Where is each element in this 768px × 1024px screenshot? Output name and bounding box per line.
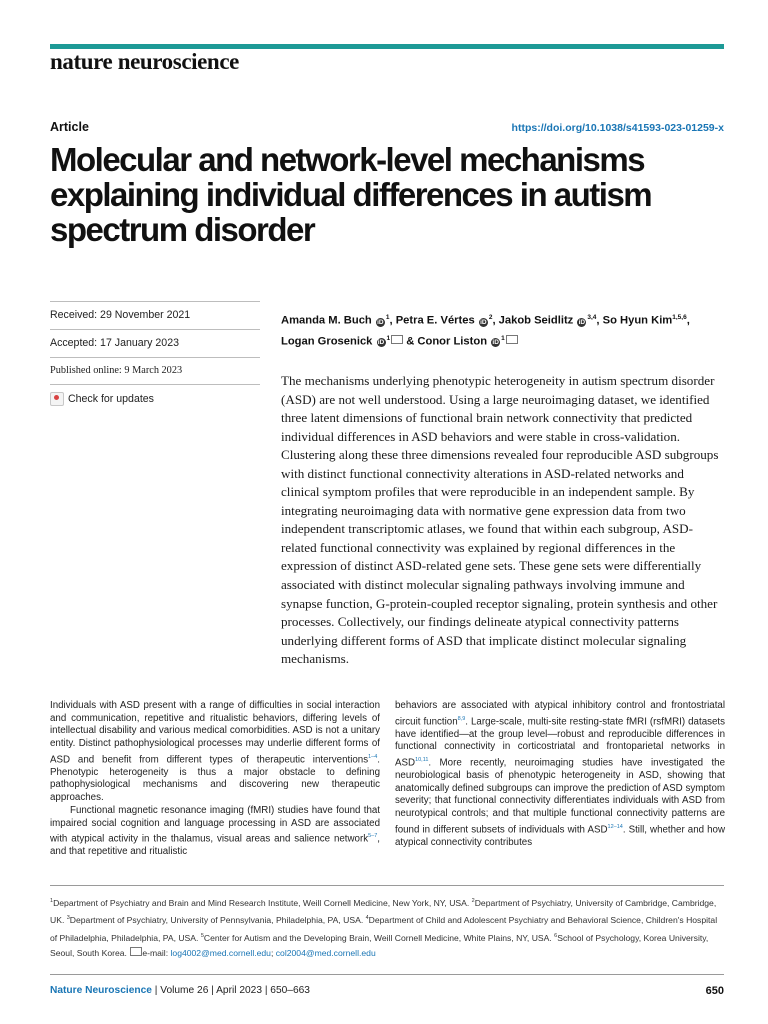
publication-dates [50,301,260,414]
article-title: Molecular and network-level mechanisms explaining individual differences in autism spectrum disorder [50,141,652,248]
mail-icon [130,947,142,956]
footer-journal-name[interactable]: Nature Neuroscience [50,985,152,996]
affiliation-text: School of Psychology, Korea University, Seoul, South Korea. [50,932,709,958]
author-name[interactable]: Petra E. Vértes [395,314,475,327]
affiliations-footnote [50,894,724,961]
author-affiliation: 1,5,6 [672,314,687,321]
citation-ref[interactable]: 12–14 [607,823,623,830]
author-affiliation: 3,4 [587,314,597,321]
author-name[interactable]: & Conor Liston [406,335,488,348]
author-name[interactable]: So Hyun Kim [602,314,673,327]
check-updates-label: Check for updates [68,393,154,405]
affiliation-text: Department of Child and Adolescent Psychiatry and Behavioral Science, Children's Hospital of Philadelphia, Philadelphia, PA, USA. [50,915,718,943]
footnote-divider [50,885,724,886]
footer-citation [50,985,310,996]
body-text: Functional magnetic resonance imaging (fMRI) studies have found that impaired social cognition and language processing in ASD are associated with atypical activity in the thalamus, visual areas and salience network [50,804,380,845]
body-text: Individuals with ASD present with a range of difficulties in social interaction and communication, repetitive and ritualistic behaviors, differing levels of intellectual disability and various medical comorbidities. ASD is not a unitary entity. Distinct pathophysiological processes may underlie different forms of ASD and benefit from different types of therapeutic interventions [50,700,380,766]
body-text: . Large-scale, multi-site resting-state fMRI (rsfMRI) datasets have identified—at the group level—robust and reproducible differences in functional connectivity in corticostriatal and frontoparietal networks in ASD [395,715,725,769]
author-name[interactable]: Jakob Seidlitz [498,314,574,327]
affiliation-number: 5 [200,932,204,939]
affiliation-text: Department of Psychiatry, University of Cambridge, Cambridge, UK. [50,897,717,926]
body-text: , and that repetitive and ritualistic [50,833,380,858]
orcid-icon[interactable]: iD [377,318,384,326]
journal-name: nature neuroscience [50,49,239,74]
affiliation-number: 4 [365,915,369,922]
citation-ref[interactable]: 10,11 [415,757,429,764]
author-name[interactable]: Logan Grosenick [281,335,373,348]
email-link[interactable]: log4002@med.cornell.edu [170,947,271,958]
affiliation-text: Department of Psychiatry, University of Pennsylvania, Philadelphia, PA, USA. [69,915,366,926]
page-number: 650 [705,985,724,997]
affiliation-text: Center for Autism and the Developing Brain, Weill Cornell Medicine, White Plains, NY, USA. [203,932,555,943]
doi-link[interactable]: https://doi.org/10.1038/s41593-023-01259-x [511,122,724,134]
received-date: Received: 29 November 2021 [50,301,260,329]
body-column-left [50,700,380,859]
orcid-icon[interactable]: iD [492,339,499,347]
body-paragraph [50,700,380,805]
citation-ref[interactable]: 1–4 [368,753,378,760]
citation-ref[interactable]: 5–7 [368,833,378,840]
published-date: Published online: 9 March 2023 [50,357,260,384]
orcid-icon[interactable]: iD [480,318,487,326]
check-updates-button[interactable] [50,384,260,414]
citation-ref[interactable]: 8,9 [457,715,466,722]
mail-icon[interactable] [391,335,403,344]
orcid-icon[interactable]: iD [578,318,586,326]
body-text: . Phenotypic heterogeneity is thus a major obstacle to defining pathophysiological mechanisms and discovering new therapeutic approaches. [50,754,380,804]
mail-icon[interactable] [506,335,518,344]
author-affiliation: 1 [501,334,505,342]
orcid-icon[interactable]: iD [377,339,385,347]
body-text: . More recently, neuroimaging studies have investigated the neurobiological basis of phenotypic heterogeneity in ASD, showing that anatomically defined subgroups can improve the prediction of ASD symptom severity; that functional connectivity differentiates individuals with ASD from neurotypical controls; and that multiple functional connectivity patterns are found in different subsets of individuals with ASD [395,757,725,836]
author-affiliation: 1 [385,314,390,321]
email-separator: ; [270,947,274,958]
abstract: The mechanisms underlying phenotypic heterogeneity in autism spectrum disorder (ASD) are not well understood. Using a large neuroimaging dataset, we identified three latent dimensions of functional brain network connectivity that predicted individual differences in ASD behaviors and were stable in cross-validation. Clustering along these three dimensions revealed four reproducible ASD subgroups with distinct functional connectivity alterations in ASD-related networks and clinical symptom profiles that were reproducible in an independent sample. By integrating neuroimaging data with normative gene expression data from two independent transcriptomic atlases, we found that within each subgroup, ASD-related functional connectivity was explained by regional differences in the expression of distinct ASD-related gene sets. These gene sets were differentially associated with distinct molecular signaling pathways involving immune and synapse function, G-protein-coupled receptor signaling, protein synthesis and other processes. Collectively, our findings delineate atypical connectivity patterns underlying different forms of ASD that implicate distinct molecular signaling mechanisms. [281,373,719,667]
footer-divider [50,974,724,975]
article-type: Article [50,120,89,134]
affiliation-text: Department of Psychiatry and Brain and Mind Research Institute, Weill Cornell Medicine, New York, NY, USA. [53,897,472,908]
affiliation-number: 1 [50,898,54,904]
email-label: e-mail: [142,947,171,958]
body-text: behaviors are associated with atypical inhibitory control and frontostriatal circuit function [395,700,725,727]
author-list: Amanda M. Buch $iD^1$, Petra E. Vértes $iD^2$, Jakob Seidlitz iD$^{3,4}$, So Hyun Kim$^{1,5,6}$, Logan Grosenick $iD^1$ & Conor Liston $iD^1$ [281,314,690,348]
email-link[interactable]: col2004@med.cornell.edu [275,947,376,958]
author-name[interactable]: Amanda M. Buch [281,314,372,327]
author-affiliation: 2 [488,314,493,321]
affiliation-number: 3 [66,915,70,922]
crossmark-icon [50,392,64,406]
accepted-date: Accepted: 17 January 2023 [50,329,260,357]
body-column-right [395,700,725,849]
author-affiliation: 1 [386,334,391,342]
body-paragraph [50,805,380,859]
affiliation-number: 6 [554,932,558,939]
body-paragraph [395,700,725,849]
affiliation-number: 2 [471,898,475,904]
footer-volume-info: | Volume 26 | April 2023 | 650–663 [151,985,310,996]
body-text: . Still, whether and how atypical connectivity contributes [395,824,725,848]
